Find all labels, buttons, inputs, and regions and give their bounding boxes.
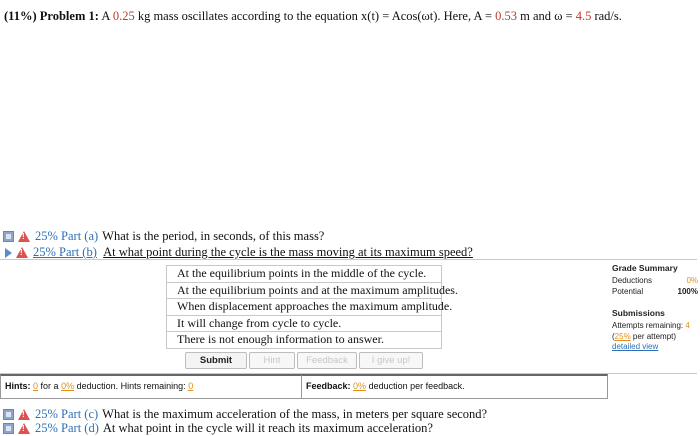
option-1[interactable]: At the equilibrium points in the middle of the cycle. [166, 265, 442, 283]
per-attempt-pct: 25% [614, 332, 631, 341]
warning-icon [16, 247, 28, 258]
part-a-question: What is the period, in seconds, of this mass? [102, 229, 325, 243]
per-attempt-text: per attempt) [632, 332, 677, 341]
submit-button[interactable]: Submit [185, 352, 247, 369]
part-b-question: At what point during the cycle is the mass moving at its maximum speed? [103, 245, 473, 259]
omega-label: ω = [554, 9, 573, 23]
part-c-question: What is the maximum acceleration of the mass, in meters per square second? [102, 407, 488, 421]
hints-label: Hints: [5, 381, 31, 391]
hints-bar [0, 374, 302, 399]
hints-count: 0 [33, 381, 39, 391]
part-a-row[interactable] [3, 229, 324, 244]
give-up-button[interactable]: I give up! [359, 352, 423, 369]
potential-label: Potential [612, 287, 644, 296]
problem-heading: (11%) Problem 1: [4, 9, 99, 23]
part-d-row[interactable] [3, 421, 433, 436]
part-d-question: At what point in the cycle will it reach its maximum acceleration? [102, 421, 433, 435]
potential-row [612, 286, 698, 297]
problem-text-2: kg mass oscillates according to the equation [137, 9, 358, 23]
option-2[interactable]: At the equilibrium points and at the maximum amplitudes. [166, 283, 442, 300]
answer-options [166, 265, 458, 349]
collapse-icon[interactable] [3, 409, 14, 420]
part-b-label: 25% Part (b) [33, 245, 97, 259]
option-5[interactable]: There is not enough information to answer. [166, 332, 442, 349]
attempts-row [612, 320, 698, 331]
detailed-view-row [612, 342, 698, 352]
equation: x(t) = Acos(ωt) [361, 9, 438, 23]
amplitude-label: A = [473, 9, 493, 23]
feedback-deduction: 0% [353, 381, 367, 391]
part-c-label: 25% Part (c) [35, 407, 99, 421]
warning-icon [18, 423, 30, 434]
per-attempt-row [612, 331, 698, 342]
problem-text-4: m and [520, 9, 552, 23]
warning-icon [18, 409, 30, 420]
hint-button[interactable]: Hint [249, 352, 295, 369]
feedback-text: deduction per feedback. [368, 381, 465, 391]
grade-summary [612, 263, 698, 352]
problem-text-3: . Here, [437, 9, 472, 23]
option-3[interactable]: When displacement approaches the maximum amplitude. [166, 299, 442, 316]
amplitude-value: 0.53 [495, 9, 518, 23]
collapse-icon[interactable] [3, 231, 14, 242]
per-attempt-open: ( [612, 332, 615, 341]
part-d-label: 25% Part (d) [35, 421, 99, 435]
hints-text-1: for a [40, 381, 59, 391]
expand-arrow-icon[interactable] [5, 248, 12, 258]
part-c-row[interactable] [3, 407, 487, 422]
warning-icon [18, 231, 30, 242]
collapse-icon[interactable] [3, 423, 14, 434]
part-a-label: 25% Part (a) [35, 229, 99, 243]
deductions-row [612, 275, 698, 286]
part-b-row[interactable] [3, 245, 473, 260]
mass-value: 0.25 [112, 9, 135, 23]
deductions-label: Deductions [612, 276, 653, 285]
problem-text-1: A [101, 9, 110, 23]
attempts-label: Attempts remaining: [612, 321, 684, 330]
feedback-button[interactable]: Feedback [297, 352, 357, 369]
feedback-bar [301, 374, 608, 399]
hints-remaining: 0 [188, 381, 194, 391]
omega-value: 4.5 [575, 9, 592, 23]
hints-deduction: 0% [61, 381, 75, 391]
problem-statement [4, 9, 622, 24]
potential-value: 100% [677, 287, 698, 296]
attempts-value: 4 [685, 321, 690, 330]
deductions-value: 0% [686, 276, 698, 285]
submissions-title: Submissions [612, 308, 665, 318]
grade-summary-title: Grade Summary [612, 263, 678, 273]
option-4[interactable]: It will change from cycle to cycle. [166, 316, 442, 333]
detailed-view-link[interactable]: detailed view [612, 342, 659, 351]
problem-text-5: rad/s. [594, 9, 622, 23]
feedback-label: Feedback: [306, 381, 351, 391]
hints-text-2: deduction. Hints remaining: [76, 381, 186, 391]
